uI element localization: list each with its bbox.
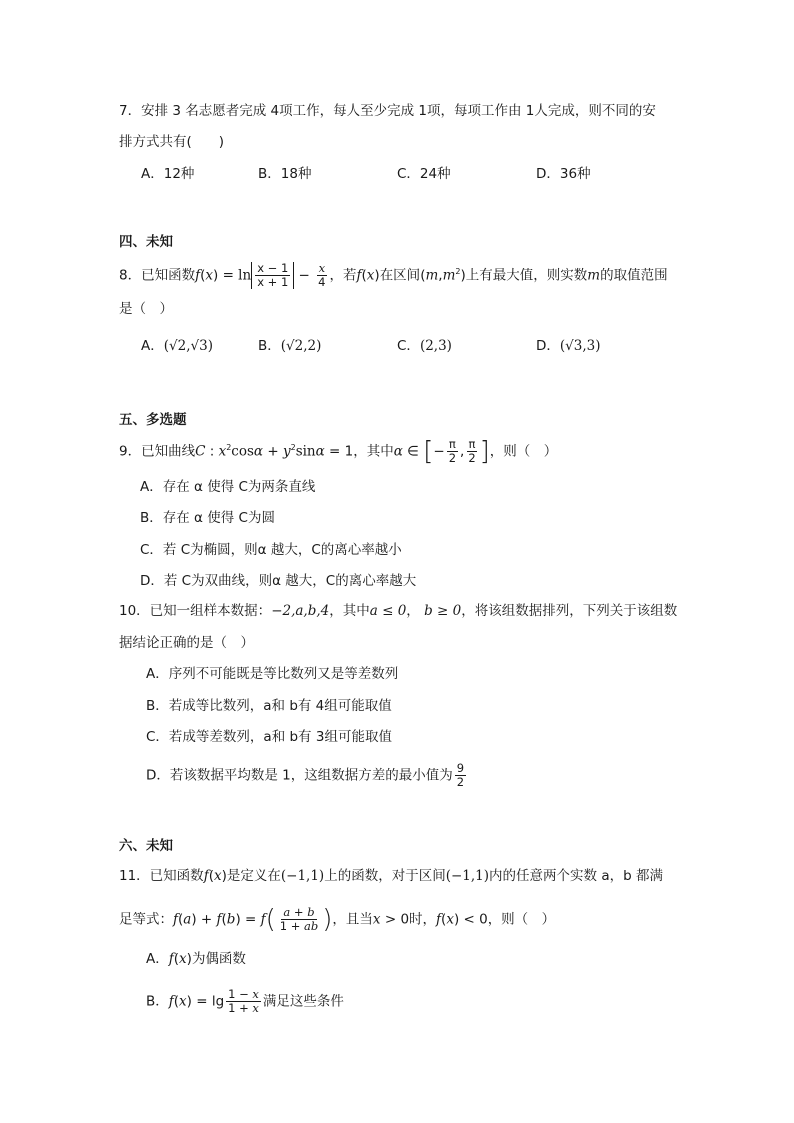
q10-line1: 10．已知一组样本数据：−2,a,b,4，其中a ≤ 0， b ≥ 0，将该组数据排列，下列关于该组数 <box>119 603 678 619</box>
q7-line2: 排方式共有( ) <box>119 134 225 150</box>
q11-option-b: B．f(x) = lg $\frac{1 - x}{1 + x}$ 满足这些条件 <box>146 987 344 1015</box>
q8-option-c: C．(2,3) <box>397 338 452 354</box>
q7-option-b: B．18种 <box>258 166 312 182</box>
q9-line1: 9．已知曲线C : $x^2\cos\alpha + y^2\sin\alpha = 1$，其中α ∈ [− $\frac{\pi}{2}$ , $\frac{\pi}{2}$ ]，则（ ） <box>119 436 558 467</box>
q9-option-c: C．若 C为椭圆，则α 越大，C的离心率越小 <box>140 542 402 558</box>
q11-line2: 足等式：f(a) + f(b) = f( $\frac{a + b}{1 + ab}$ )，且当x > 0时，f(x) < 0，则（ ） <box>119 904 556 935</box>
q8-option-d: D．(√3,3) <box>536 338 601 354</box>
q10-option-d: D．若该数据平均数是 1，这组数据方差的最小值为 $\frac{9}{2}$ <box>146 761 465 789</box>
section-heading-6: 六、未知 <box>119 838 173 854</box>
q9-option-b: B．存在 α 使得 C为圆 <box>140 510 275 526</box>
q11-line1: 11．已知函数f(x)是定义在(−1,1)上的函数，对于区间(−1,1)内的任意两个实数 a，b 都满 <box>119 868 663 884</box>
q9-option-d: D．若 C为双曲线，则α 越大，C的离心率越大 <box>140 573 417 589</box>
q10-option-c: C．若成等差数列，a和 b有 3组可能取值 <box>146 729 392 745</box>
q8-option-b: B．(√2,2) <box>258 338 322 354</box>
section-heading-5: 五、多选题 <box>119 412 187 428</box>
q8-line2: 是（ ） <box>119 301 173 317</box>
q7-option-d: D．36种 <box>536 166 591 182</box>
q8-line1: 8．已知函数f(x) = ln $\frac{x - 1}{x + 1}$ − $\frac{x}{4}$ ，若f(x)在区间$(m,m^2)$上有最大值，则实数m的取值范围 <box>119 261 668 289</box>
q11-option-a: A．f(x)为偶函数 <box>146 951 246 967</box>
q9-option-a: A．存在 α 使得 C为两条直线 <box>140 479 316 495</box>
q7-option-a: A．12种 <box>141 166 195 182</box>
q7-line1: 7．安排 3 名志愿者完成 4项工作，每人至少完成 1项，每项工作由 1人完成，则不同的安 <box>119 103 656 119</box>
q10-line2: 据结论正确的是（ ） <box>119 635 254 651</box>
q8-option-a: A．(√2,√3) <box>141 338 213 354</box>
q10-option-b: B．若成等比数列，a和 b有 4组可能取值 <box>146 698 392 714</box>
section-heading-4: 四、未知 <box>119 234 173 250</box>
q7-option-c: C．24种 <box>397 166 451 182</box>
q10-option-a: A．序列不可能既是等比数列又是等差数列 <box>146 666 399 682</box>
